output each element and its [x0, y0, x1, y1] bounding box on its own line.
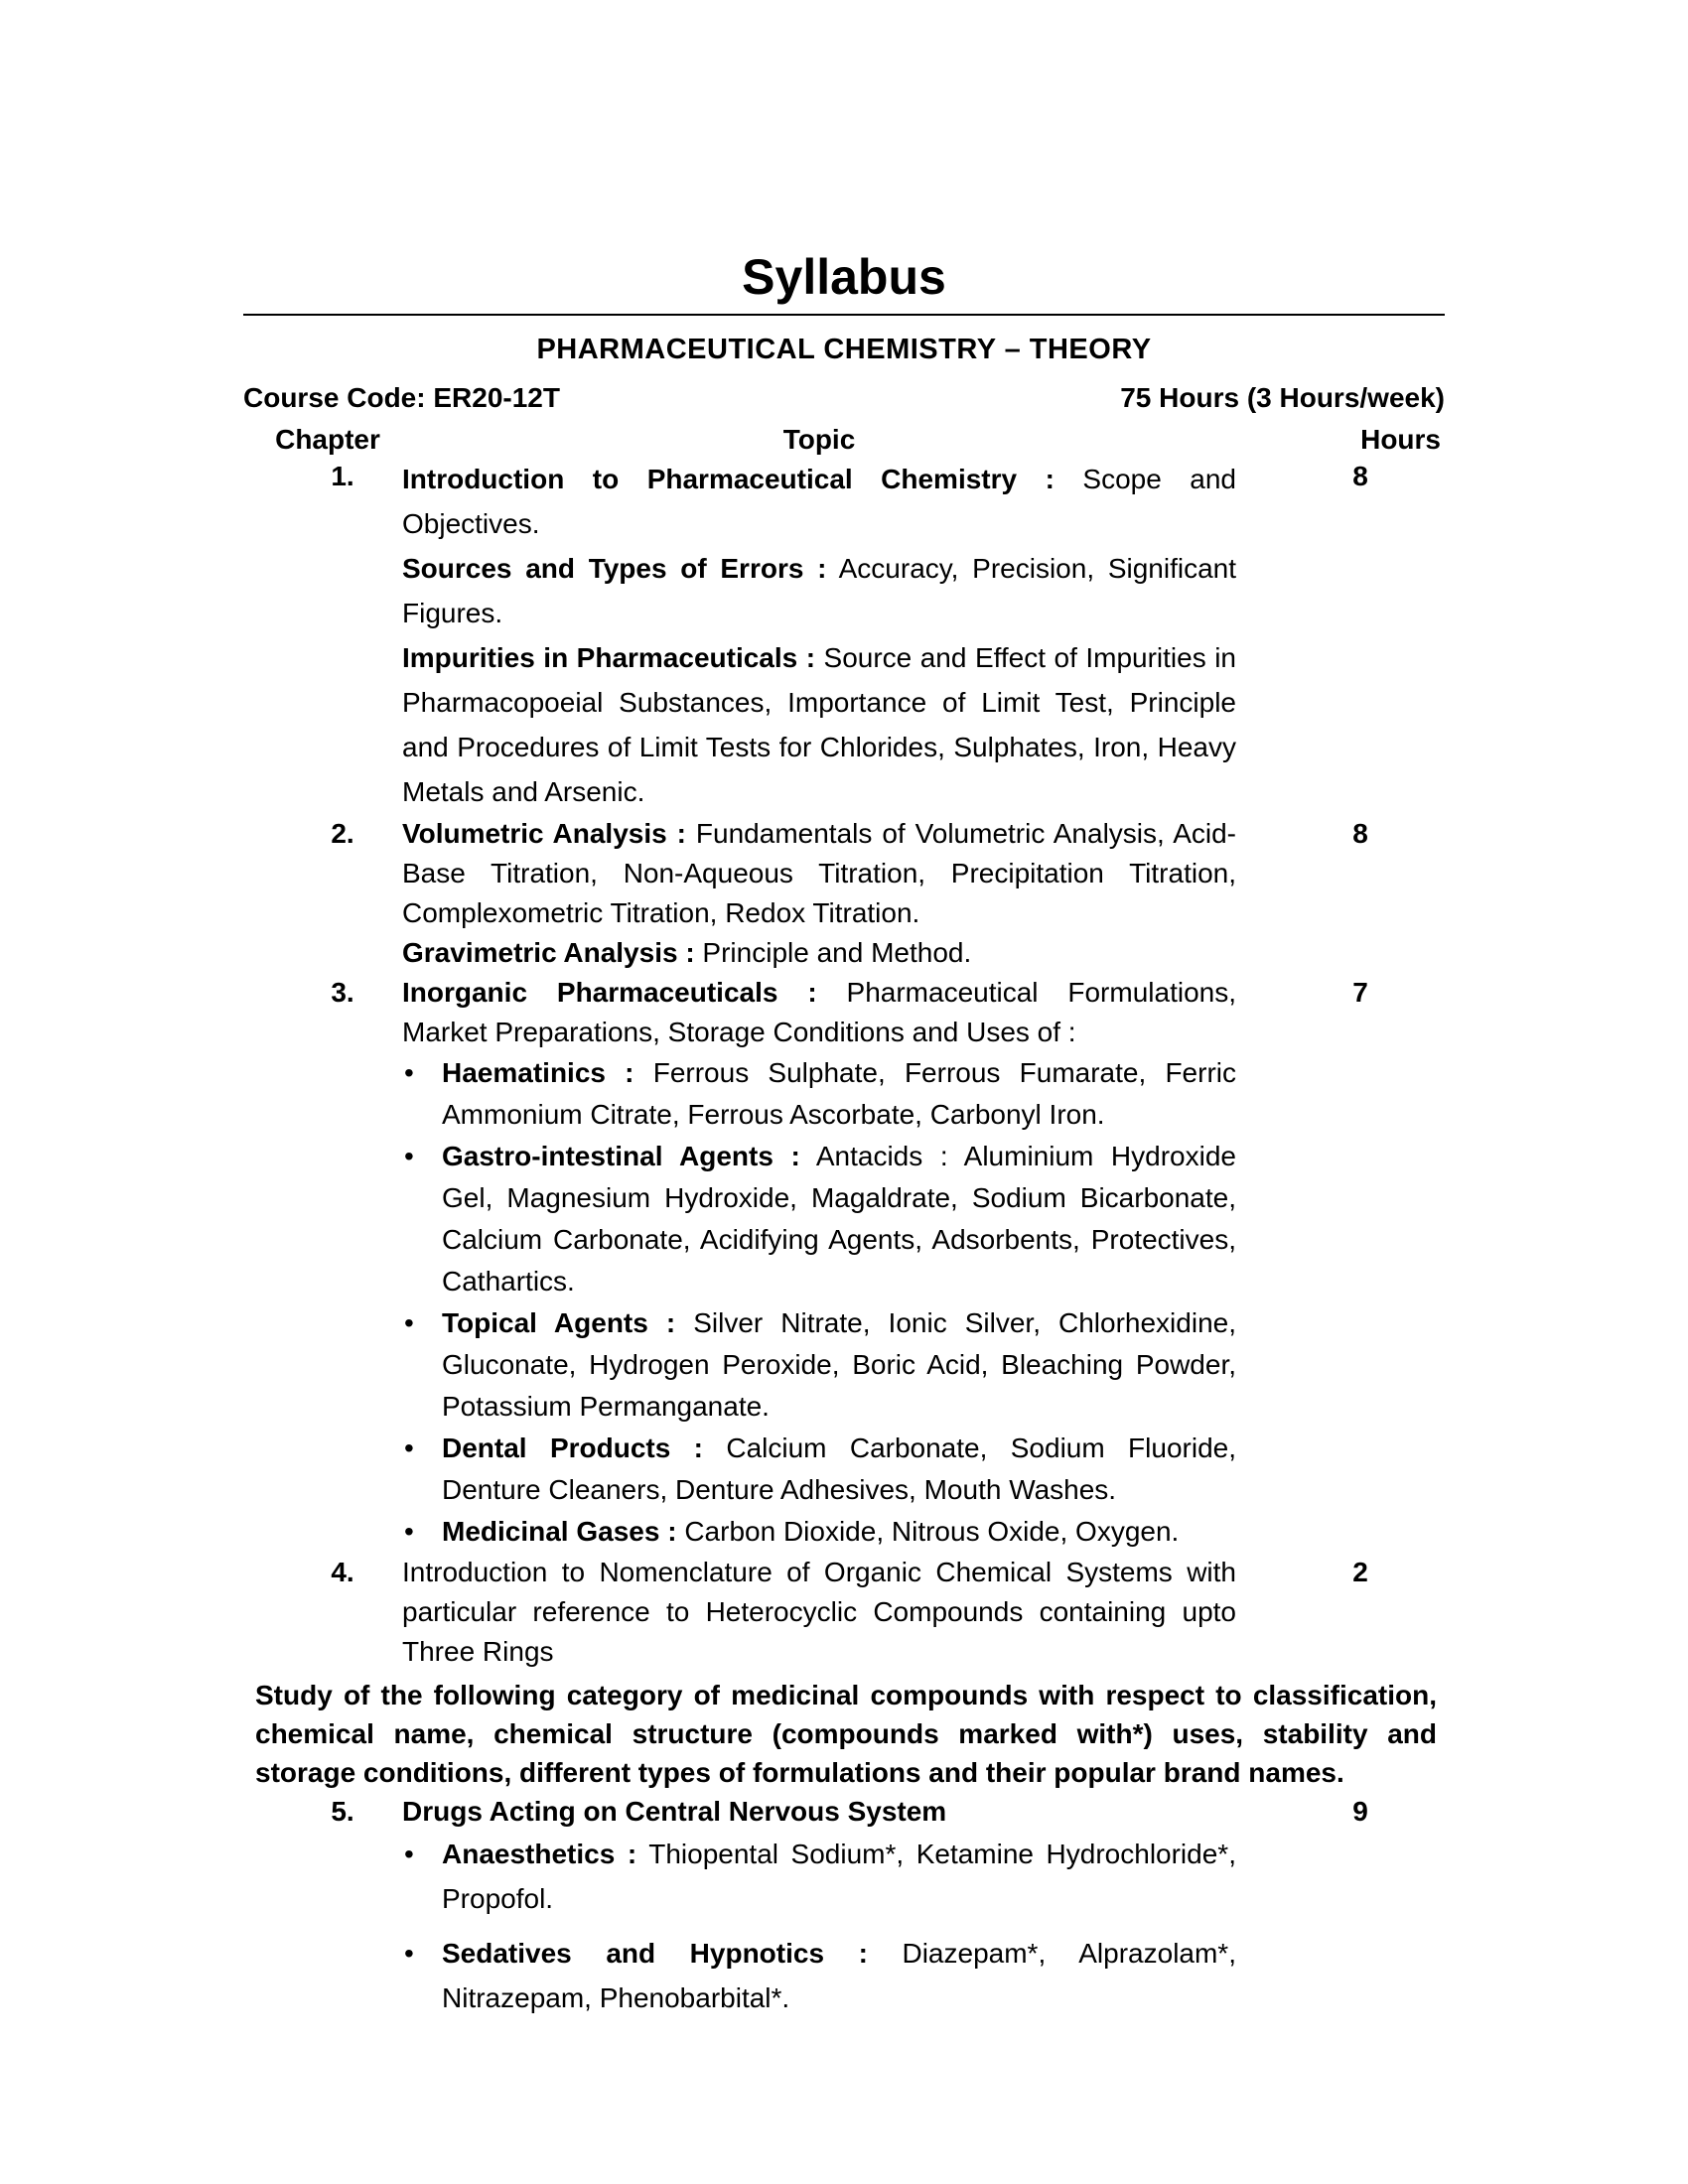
item-heading: Gastro-intestinal Agents : — [442, 1141, 800, 1171]
title-divider — [243, 314, 1445, 316]
page-title: Syllabus — [742, 249, 946, 305]
item-text: Antacids : Aluminium Hydroxide Gel, Magnesium Hydroxide, Magaldrate, Sodium Bicarbonate, Calcium Carbonate, Acidifying Agents, Adsorbents, Protectives, Cathartics. — [442, 1141, 1236, 1297]
topic-heading: Drugs Acting on Central Nervous System — [402, 1796, 947, 1827]
topic-paragraph — [402, 814, 1236, 933]
topic-text: Accuracy, Precision, Significant Figures. — [402, 553, 1236, 628]
topic-text: Principle and Method. — [694, 937, 972, 968]
topic-list — [402, 1832, 1236, 2020]
chapter-number: 3. — [331, 977, 354, 1008]
chapter-topic — [402, 1792, 1236, 2020]
item-heading: Anaesthetics : — [442, 1839, 637, 1869]
study-note: Study of the following category of medicinal compounds with respect to classification, chemical name, chemical structure (compounds marked with*) uses, stability and storage conditions, different types of formulations and their popular brand names. — [255, 1680, 1437, 1788]
chapter-hours: 9 — [1352, 1796, 1368, 1827]
topic-text: Scope and Objectives. — [402, 464, 1236, 539]
topic-heading: Volumetric Analysis : — [402, 818, 686, 849]
item-text: Thiopental Sodium*, Ketamine Hydrochloride*, Propofol. — [442, 1839, 1236, 1914]
header-chapter: Chapter — [275, 424, 380, 455]
list-item — [402, 1302, 1236, 1428]
chapter-topic — [402, 457, 1236, 814]
topic-text: Fundamentals of Volumetric Analysis, Acid-Base Titration, Non-Aqueous Titration, Precipitation Titration, Complexometric Titration, Redox Titration. — [402, 818, 1236, 928]
chapter-topic — [402, 973, 1236, 1553]
item-heading: Topical Agents : — [442, 1307, 676, 1338]
item-heading: Medicinal Gases : — [442, 1516, 677, 1547]
list-item — [402, 1931, 1236, 2020]
table-header — [243, 423, 1445, 457]
chapter-number: 5. — [331, 1796, 354, 1827]
chapter-1 — [243, 457, 1445, 814]
header-topic: Topic — [782, 424, 856, 455]
topic-text: Pharmaceutical Formulations, Market Preparations, Storage Conditions and Uses of : — [402, 977, 1236, 1047]
topic-paragraph — [402, 635, 1236, 814]
chapter-3 — [243, 973, 1445, 1553]
topic-paragraph — [402, 973, 1236, 1052]
list-item — [402, 1052, 1236, 1136]
item-text: Calcium Carbonate, Sodium Fluoride, Denture Cleaners, Denture Adhesives, Mouth Washes. — [442, 1433, 1236, 1505]
item-text: Carbon Dioxide, Nitrous Oxide, Oxygen. — [676, 1516, 1180, 1547]
item-text: Diazepam*, Alprazolam*, Nitrazepam, Phenobarbital*. — [442, 1938, 1236, 2013]
course-info — [243, 381, 1445, 415]
topic-heading: Impurities in Pharmaceuticals : — [402, 642, 816, 673]
topic-heading: Sources and Types of Errors : — [402, 553, 827, 584]
topic-text: Source and Effect of Impurities in Pharmacopoeial Substances, Importance of Limit Test, Principle and Procedures of Limit Tests for Chlorides, Sulphates, Iron, Heavy Metals and Arsenic. — [402, 642, 1236, 807]
list-item — [402, 1428, 1236, 1511]
course-code: Course Code: ER20-12T — [243, 382, 560, 413]
topic-heading: Inorganic Pharmaceuticals : — [402, 977, 817, 1008]
topic-paragraph — [402, 457, 1236, 546]
chapter-hours: 2 — [1352, 1557, 1368, 1587]
chapter-2 — [243, 814, 1445, 973]
item-text: Silver Nitrate, Ionic Silver, Chlorhexidine, Gluconate, Hydrogen Peroxide, Boric Acid, Bleaching Powder, Potassium Permanganate. — [442, 1307, 1236, 1422]
chapter-topic — [402, 1553, 1236, 1672]
item-text: Ferrous Sulphate, Ferrous Fumarate, Ferric Ammonium Citrate, Ferrous Ascorbate, Carbonyl Iron. — [442, 1057, 1236, 1130]
chapter-5 — [243, 1792, 1445, 2020]
chapter-number: 4. — [331, 1557, 354, 1587]
item-heading: Haematinics : — [442, 1057, 634, 1088]
chapter-topic — [402, 814, 1236, 973]
item-heading: Dental Products : — [442, 1433, 703, 1463]
chapter-hours: 8 — [1352, 461, 1368, 491]
course-hours: 75 Hours (3 Hours/week) — [1120, 382, 1445, 413]
topic-heading: Gravimetric Analysis : — [402, 937, 695, 968]
chapter-number: 1. — [331, 461, 354, 491]
syllabus-page — [243, 248, 1445, 2020]
topic-paragraph — [402, 546, 1236, 635]
list-item — [402, 1136, 1236, 1302]
topic-paragraph: Introduction to Nomenclature of Organic Chemical Systems with particular reference to Heterocyclic Compounds containing upto Three Rings — [402, 1557, 1236, 1667]
header-hours: Hours — [1360, 424, 1441, 455]
topic-heading: Introduction to Pharmaceutical Chemistry : — [402, 464, 1055, 494]
topic-paragraph — [402, 933, 1236, 973]
chapter-hours: 7 — [1352, 977, 1368, 1008]
list-item — [402, 1511, 1236, 1553]
chapter-hours: 8 — [1352, 818, 1368, 849]
item-heading: Sedatives and Hypnotics : — [442, 1938, 868, 1969]
chapter-4 — [243, 1553, 1445, 1672]
subject-title: PHARMACEUTICAL CHEMISTRY – THEORY — [536, 334, 1152, 365]
list-item — [402, 1832, 1236, 1921]
topic-list — [402, 1052, 1236, 1553]
chapter-number: 2. — [331, 818, 354, 849]
